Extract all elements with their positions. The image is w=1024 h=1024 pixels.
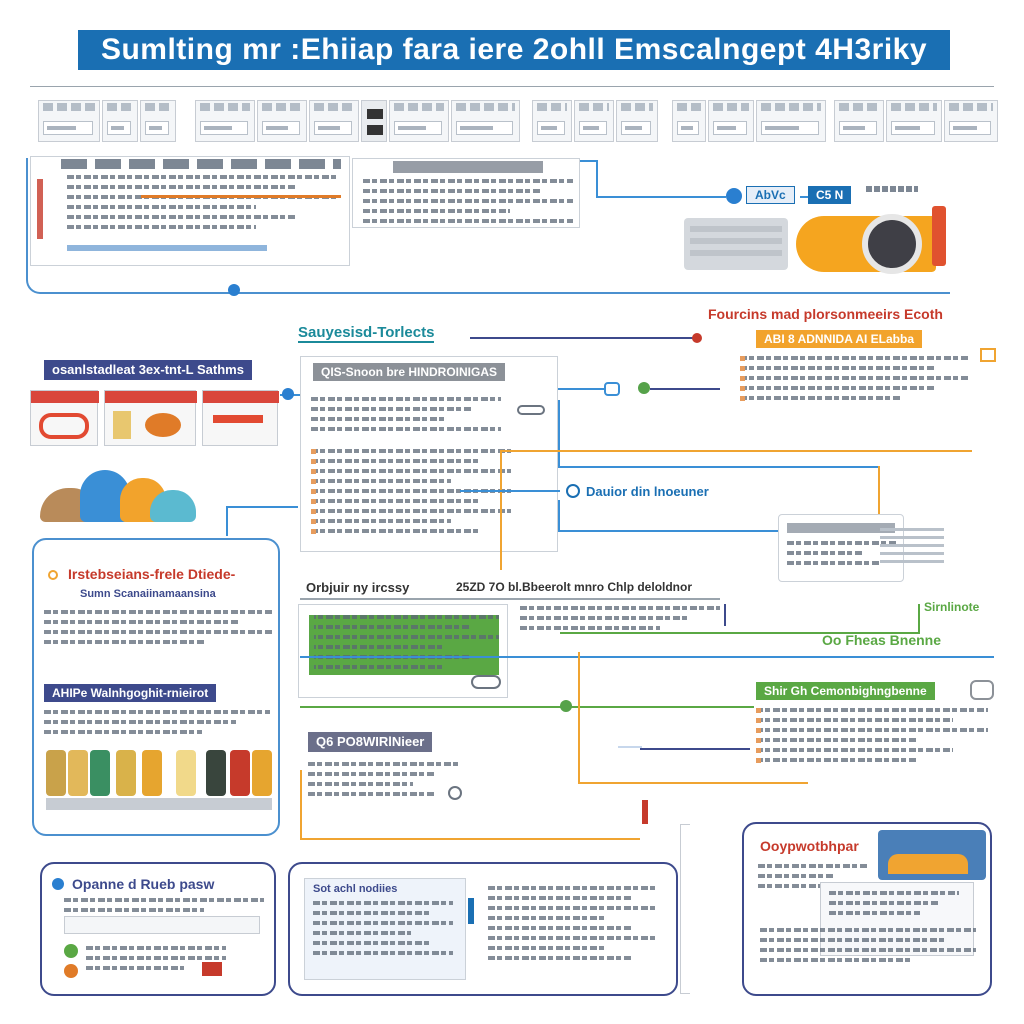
page-title: Sumlting mr :Ehiiap fara iere 2ohll Emscalngept 4H3riky [100,33,928,66]
left-section-tag: osanlstadleat 3ex-tnt-L Sathms [44,360,252,380]
top-left-window-marker [37,179,43,239]
link-icon [604,382,620,396]
bottom-right-bracket [680,824,690,994]
server-rack-illustration [684,218,788,270]
title-divider [30,86,994,87]
bottom-right-photo [878,830,986,880]
toolbar-group-4[interactable] [672,100,826,142]
top-left-window-link[interactable] [67,245,267,251]
left-card-subtitle: Sumn Scanaiinamaansina [80,588,216,600]
center-lower-header: Orbjuir ny ircssy [306,580,410,595]
top-center-window-header [393,161,543,173]
target-icon [48,570,58,580]
top-label-caption [866,186,918,192]
toolbar-group-1[interactable] [38,100,176,142]
top-label-a: AbVc [746,186,795,204]
center-lower-window [298,604,508,698]
bottom-left-title: Opanne d Rueb pasw [72,876,215,892]
thumbnail-3[interactable] [202,390,278,446]
right-green-tag: Shir Gh Cemonbighngbenne [756,682,935,700]
mid-note-icon [566,484,580,498]
toggle-icon[interactable] [471,675,501,689]
toolbar-group-3[interactable] [532,100,658,142]
team-illustration [40,470,196,526]
bottom-left-field[interactable] [64,916,260,934]
bottom-right-card [742,822,992,996]
mid-note-text: Dauior din lnoeuner [586,484,709,499]
top-left-window-tabs [61,159,341,169]
bottom-right-heading: Ooypwotbhpar [760,838,859,854]
top-left-window-highlight [141,195,341,198]
center-process-window [300,356,558,552]
status-dot-orange [64,964,78,978]
top-center-window [352,158,580,228]
left-card-tag: AHIPe Walnhgoghit-rnieirot [44,684,216,702]
flow-node-2[interactable] [228,284,240,296]
center-node-in[interactable] [282,388,294,400]
top-left-window [30,156,350,266]
thumbnail-1[interactable] [30,390,98,446]
title-banner [78,30,950,70]
scroll-handle[interactable] [468,898,474,924]
info-icon [448,786,462,800]
green-junction-node [560,700,572,712]
bottom-center-window [304,878,466,980]
left-card [32,538,280,836]
toolbar-group-2[interactable] [195,100,520,142]
machine-handle [932,206,946,266]
bottom-left-bullet [52,878,64,890]
left-card-title: Irstebseians-frele Dtiede- [68,566,236,582]
right-green-small: Sirnlinote [924,600,980,614]
bottom-right-marker [642,800,648,824]
right-green-line: Oo Fheas Bnenne [822,632,942,648]
key-icon [517,405,545,415]
bottom-center-heading: Sot achl nodiies [313,883,398,895]
right-section-title: Fourcins mad plorsonmeeirs Ecoth [708,306,943,322]
small-process-tag: Q6 PO8WIRlNieer [308,732,432,752]
connector-endpoint [692,333,702,343]
status-dot-green [64,944,78,958]
top-label-b: C5 N [808,186,851,204]
bottom-left-card [40,862,276,996]
right-orange-tag: ABI 8 ADNNIDA AI ELabba [756,330,922,348]
swatch-row [46,750,272,810]
section-heading: Sauyesisd-Torlects [298,324,435,341]
right-mini-window-shadow [880,528,944,564]
center-node-out[interactable] [638,382,650,394]
toolbar-group-5[interactable] [834,100,998,142]
bottom-center-card [288,862,678,996]
center-lower-header-right: 25ZD 7O bl.Bbeerolt mnro Chlp deloldnor [456,580,693,594]
flow-node-1[interactable] [726,188,742,204]
document-icon [980,348,996,362]
alert-badge [202,962,222,976]
clock-icon [970,680,994,700]
gear-icon [862,214,922,274]
center-window-header: QIS-Snoon bre HINDROINIGAS [313,363,505,381]
thumbnail-2[interactable] [104,390,196,446]
